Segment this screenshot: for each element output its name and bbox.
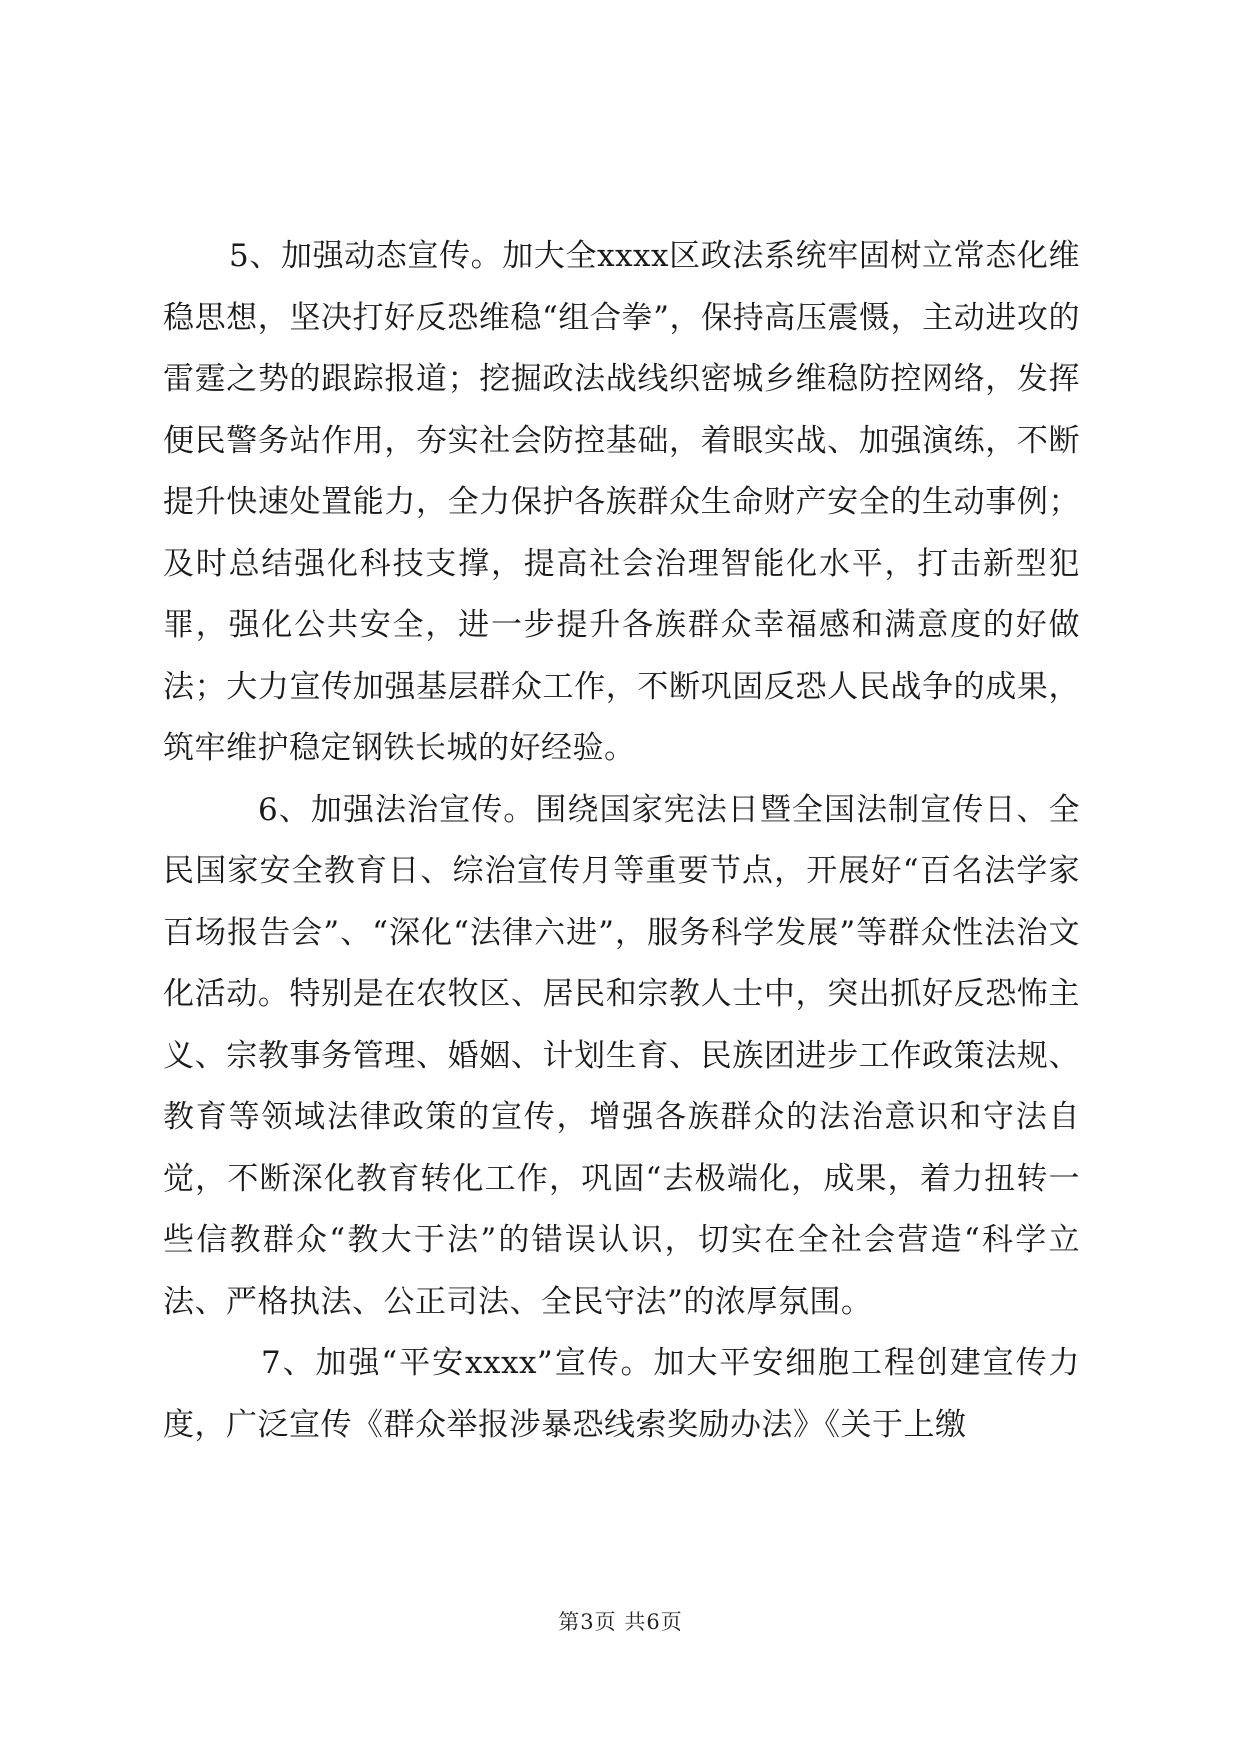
paragraph-5-dynamic-publicity: 5、加强动态宣传。加大全xxxx区政法系统牢固树立常态化维稳思想，坚决打好反恐维稳“组合拳”，保持高压震慑，主动进攻的雷霆之势的跟踪报道；挖掘政法战线织密城乡维稳防控网络，发挥便民警务站作用，夯实社会防控基础，着眼实战、加强演练，不断提升快速处置能力，全力保护各族群众生命财产安全的生动事例；及时总结强化科技支撑，提高社会治理智能化水平，打击新型犯罪，强化公共安全，进一步提升各族群众幸福感和满意度的好做法；大力宣传加强基层群众工作，不断巩固反恐人民战争的成果，筑牢维护稳定钢铁长城的好经验。 [163,238,1080,766]
paragraph-7-safe-publicity: 7、加强“平安xxxx”宣传。加大平安细胞工程创建宣传力度，广泛宣传《群众举报涉暴恐线索奖励办法》《关于上缴 [163,1345,1080,1443]
page-footer: 第3页 共6页 [558,1610,683,1634]
document-body [163,226,1080,1456]
paragraph-6-legal-publicity: 6、加强法治宣传。围绕国家宪法日暨全国法制宣传日、全民国家安全教育日、综治宣传月等重要节点，开展好“百名法学家百场报告会”、“深化“法律六进”，服务科学发展”等群众性法治文化活动。特别是在农牧区、居民和宗教人士中，突出抓好反恐怖主义、宗教事务管理、婚姻、计划生育、民族团进步工作政策法规、教育等领域法律政策的宣传，增强各族群众的法治意识和守法自觉，不断深化教育转化工作，巩固“去极端化，成果，着力扭转一些信教群众“教大于法”的错误认识，切实在全社会营造“科学立法、严格执法、公正司法、全民守法”的浓厚氛围。 [163,791,1080,1320]
